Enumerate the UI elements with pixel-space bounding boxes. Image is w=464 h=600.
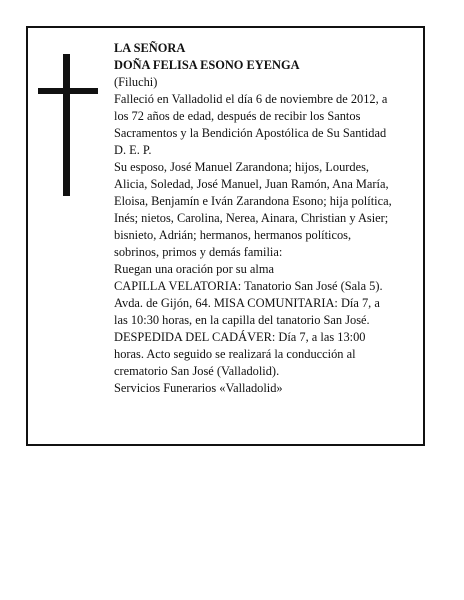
body-line: crematorio San José (Valladolid).	[114, 364, 280, 378]
body-line: Su esposo, José Manuel Zarandona; hijos, Lourdes,	[114, 160, 370, 174]
body-line: Falleció en Valladolid el día 6 de noviembre de 2012, a	[114, 92, 388, 106]
body-line: DESPEDIDA DEL CADÁVER: Día 7, a las 13:00	[114, 330, 366, 344]
body-line: Sacramentos y la Bendición Apostólica de Su Santidad	[114, 126, 387, 140]
body-line: sobrinos, primos y demás familia:	[114, 245, 283, 259]
deceased-nickname: (Filuchi)	[114, 75, 158, 89]
obituary-heading: LA SEÑORA	[114, 41, 186, 55]
body-line: Alicia, Soledad, José Manuel, Juan Ramón, Ana María,	[114, 177, 389, 191]
body-line: las 10:30 horas, en la capilla del tanatorio San José.	[114, 313, 370, 327]
body-line: D. E. P.	[114, 143, 152, 157]
body-line: Eloisa, Benjamín e Iván Zarandona Esono; hija política,	[114, 194, 392, 208]
funeral-services-line: Servicios Funerarios «Valladolid»	[114, 381, 283, 395]
body-line: CAPILLA VELATORIA: Tanatorio San José (Sala 5).	[114, 279, 383, 293]
body-line: horas. Acto seguido se realizará la conducción al	[114, 347, 356, 361]
cross-horizontal-bar	[38, 88, 98, 94]
body-line: Avda. de Gijón, 64. MISA COMUNITARIA: Día 7, a	[114, 296, 380, 310]
cross-icon	[38, 54, 98, 196]
body-line: Inés; nietos, Carolina, Nerea, Ainara, Christian y Asier;	[114, 211, 389, 225]
cross-vertical-bar	[63, 54, 70, 196]
body-line: bisnieto, Adrián; hermanos, hermanos políticos,	[114, 228, 352, 242]
deceased-name: DOÑA FELISA ESONO EYENGA	[114, 58, 300, 72]
body-line: los 72 años de edad, después de recibir los Santos	[114, 109, 361, 123]
obituary-text	[114, 40, 426, 397]
body-line: Ruegan una oración por su alma	[114, 262, 274, 276]
